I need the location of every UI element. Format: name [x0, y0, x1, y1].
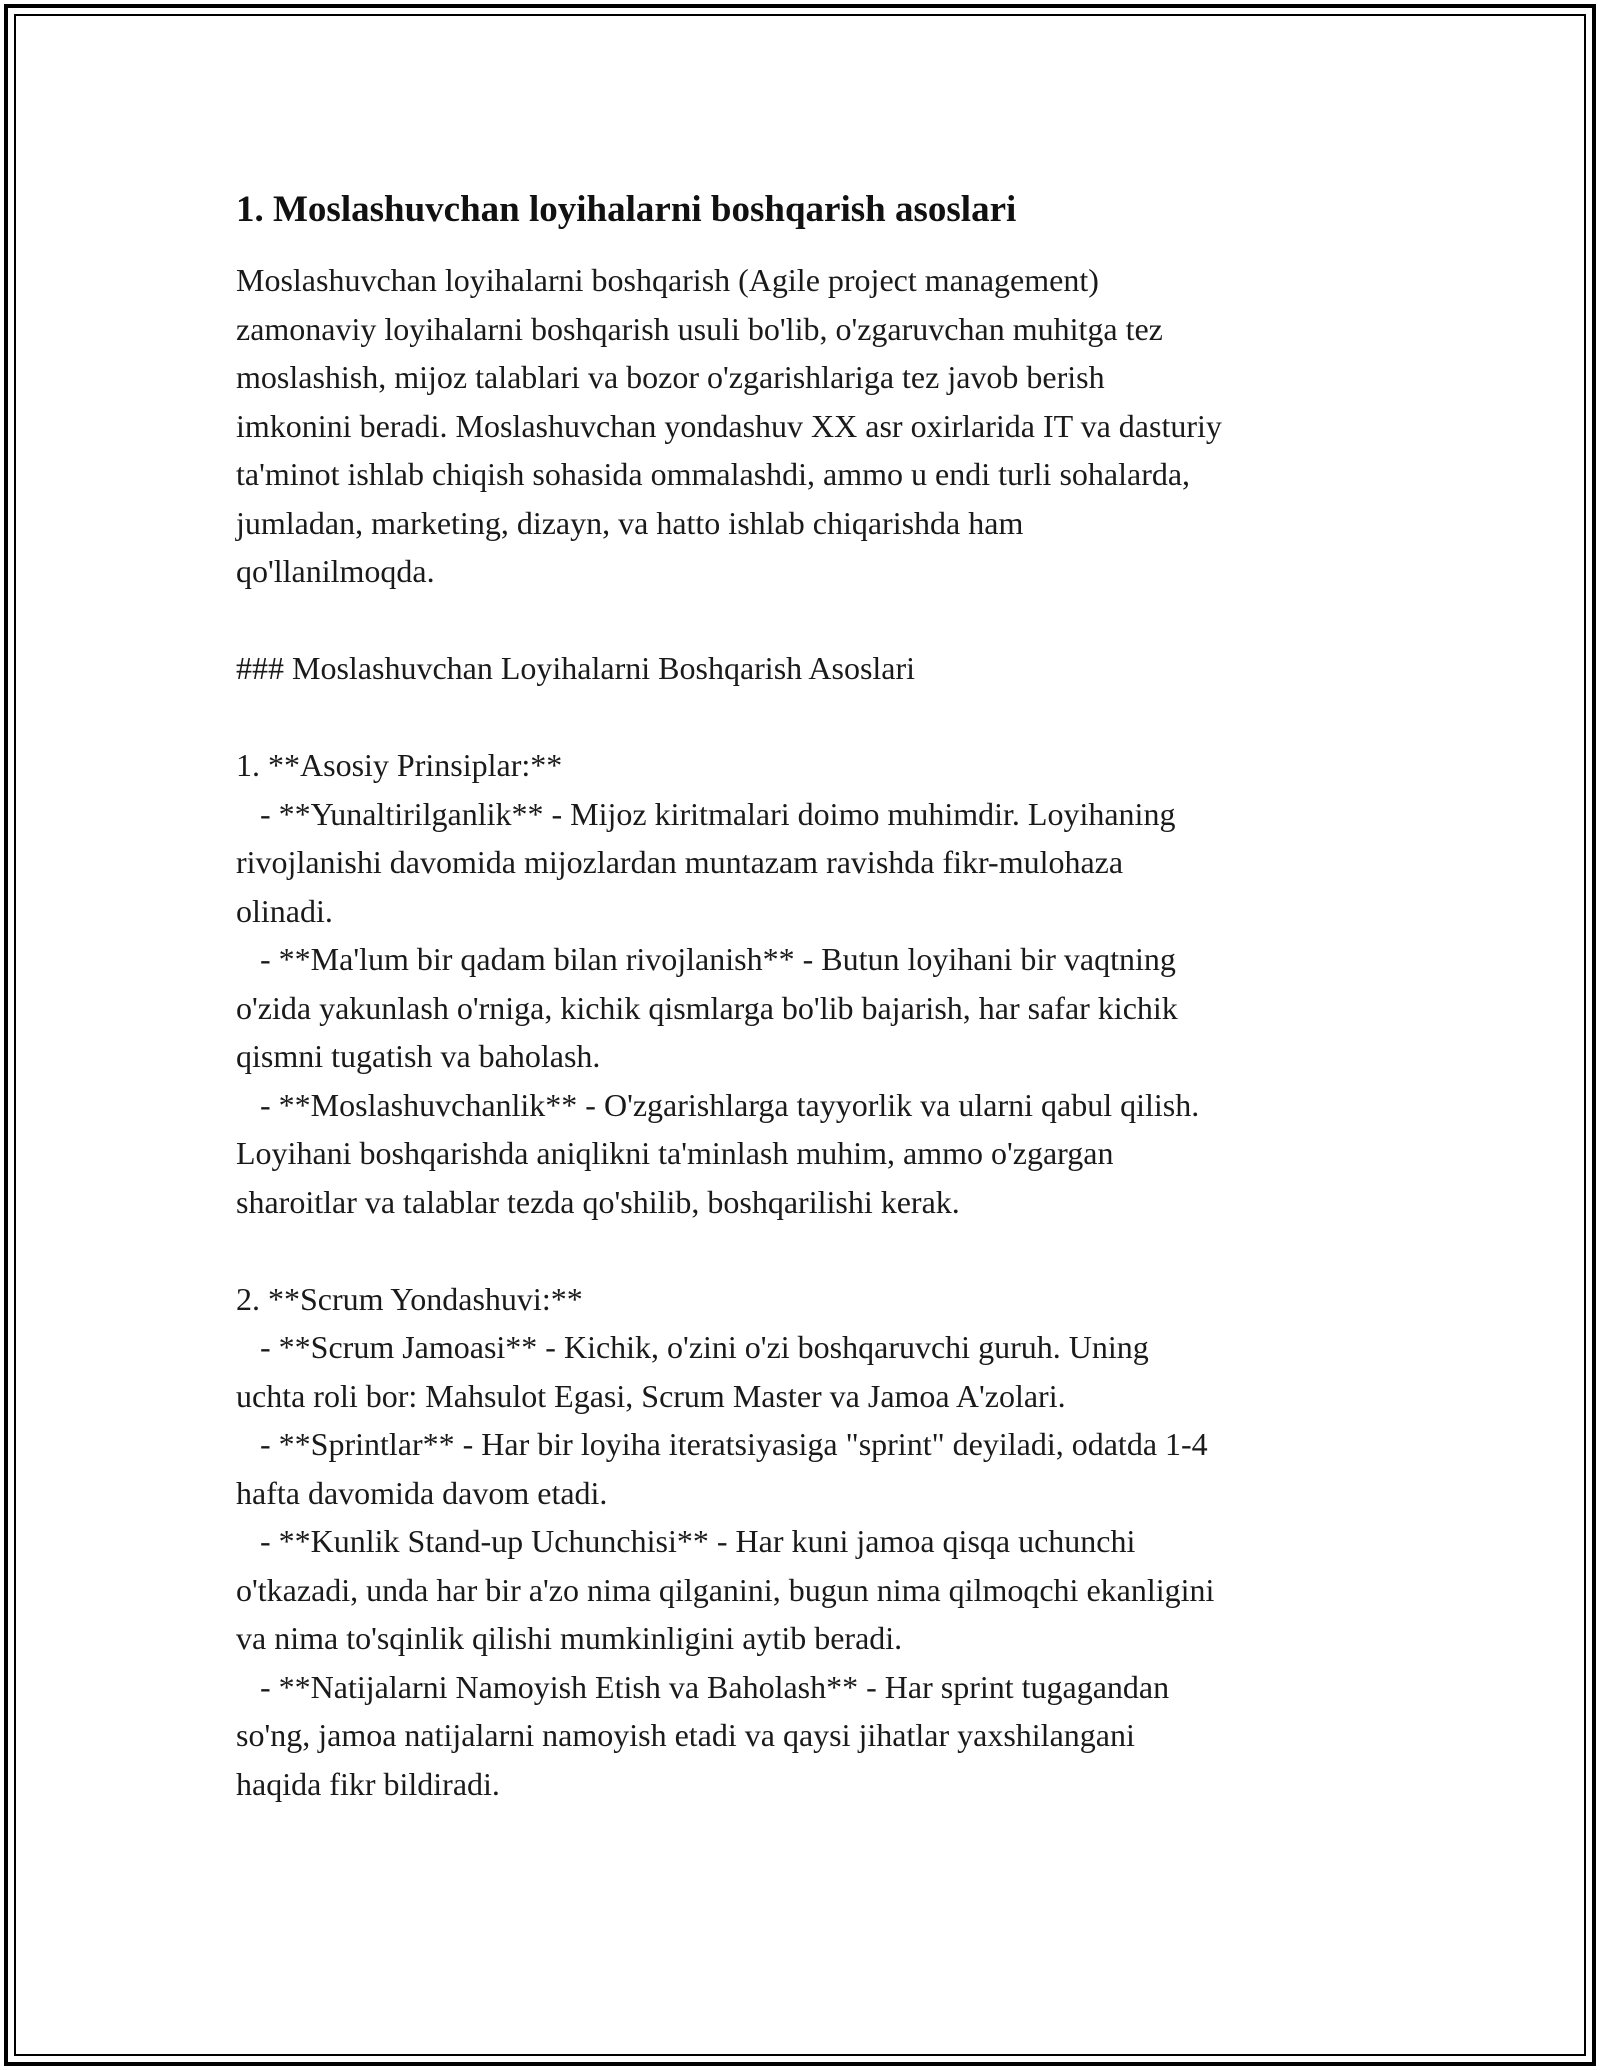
document-heading: 1. Moslashuvchan loyihalarni boshqarish asoslari: [236, 189, 1017, 230]
section2-title: 2. **Scrum Yondashuvi:**: [236, 1280, 583, 1317]
blank-line: [236, 596, 1376, 645]
blank-line: [236, 693, 1376, 742]
document-body: [236, 186, 1376, 1808]
blank-line: [236, 1226, 1376, 1275]
subheading-line: ### Moslashuvchan Loyihalarni Boshqarish Asoslari: [236, 650, 916, 686]
section2-item-1: - **Scrum Jamoasi** - Kichik, o'zini o'zi boshqaruvchi guruh. Uning uchta roli bor: Mahsulot Egasi, Scrum Master va Jamoa A'zolari.: [236, 1329, 1149, 1414]
intro-paragraph: Moslashuvchan loyihalarni boshqarish (Agile project management) zamonaviy loyihalarni boshqarish usuli bo'lib, o'zgaruvchan muhitga tez moslashish, mijoz talablari va bozor o'zgarishlariga tez javob berish imkonini beradi. Moslashuvchan yondashuv XX asr oxirlarida IT va dasturiy ta'minot ishlab chiqish sohasida ommalashdi, ammo u endi turli sohalarda, jumladan, marketing, dizayn, va hatto ishlab chiqarishda ham qo'llanilmoqda.: [236, 262, 1222, 589]
section1-item-2: - **Ma'lum bir qadam bilan rivojlanish** - Butun loyihani bir vaqtning o'zida yakunlash o'rniga, kichik qismlarga bo'lib bajarish, har safar kichik qismni tugatish va baholash.: [236, 941, 1178, 1074]
section1-item-1: - **Yunaltirilganlik** - Mijoz kiritmalari doimo muhimdir. Loyihaning rivojlanishi davomida mijozlardan muntazam ravishda fikr-mulohaza olinadi.: [236, 795, 1176, 929]
section2-item-4: - **Natijalarni Namoyish Etish va Baholash** - Har sprint tugagandan so'ng, jamoa natijalarni namoyish etadi va qaysi jihatlar yaxshilangani haqida fikr bildiradi.: [236, 1668, 1170, 1802]
section2-item-2: - **Sprintlar** - Har bir loyiha iteratsiyasiga "sprint" deyiladi, odatda 1-4 hafta davomida davom etadi.: [236, 1426, 1208, 1511]
section1-item-3: - **Moslashuvchanlik** - O'zgarishlarga tayyorlik va ularni qabul qilish. Loyihani boshqarishda aniqlikni ta'minlash muhim, ammo o'zgargan sharoitlar va talablar tezda qo'shilib, boshqarilishi kerak.: [236, 1086, 1200, 1220]
section1-title: 1. **Asosiy Prinsiplar:**: [236, 747, 563, 783]
section2-item-3: - **Kunlik Stand-up Uchunchisi** - Har kuni jamoa qisqa uchunchi o'tkazadi, unda har bir a'zo nima qilganini, bugun nima qilmoqchi ekanligini va nima to'sqinlik qilishi mumkinligini aytib beradi.: [236, 1523, 1215, 1656]
